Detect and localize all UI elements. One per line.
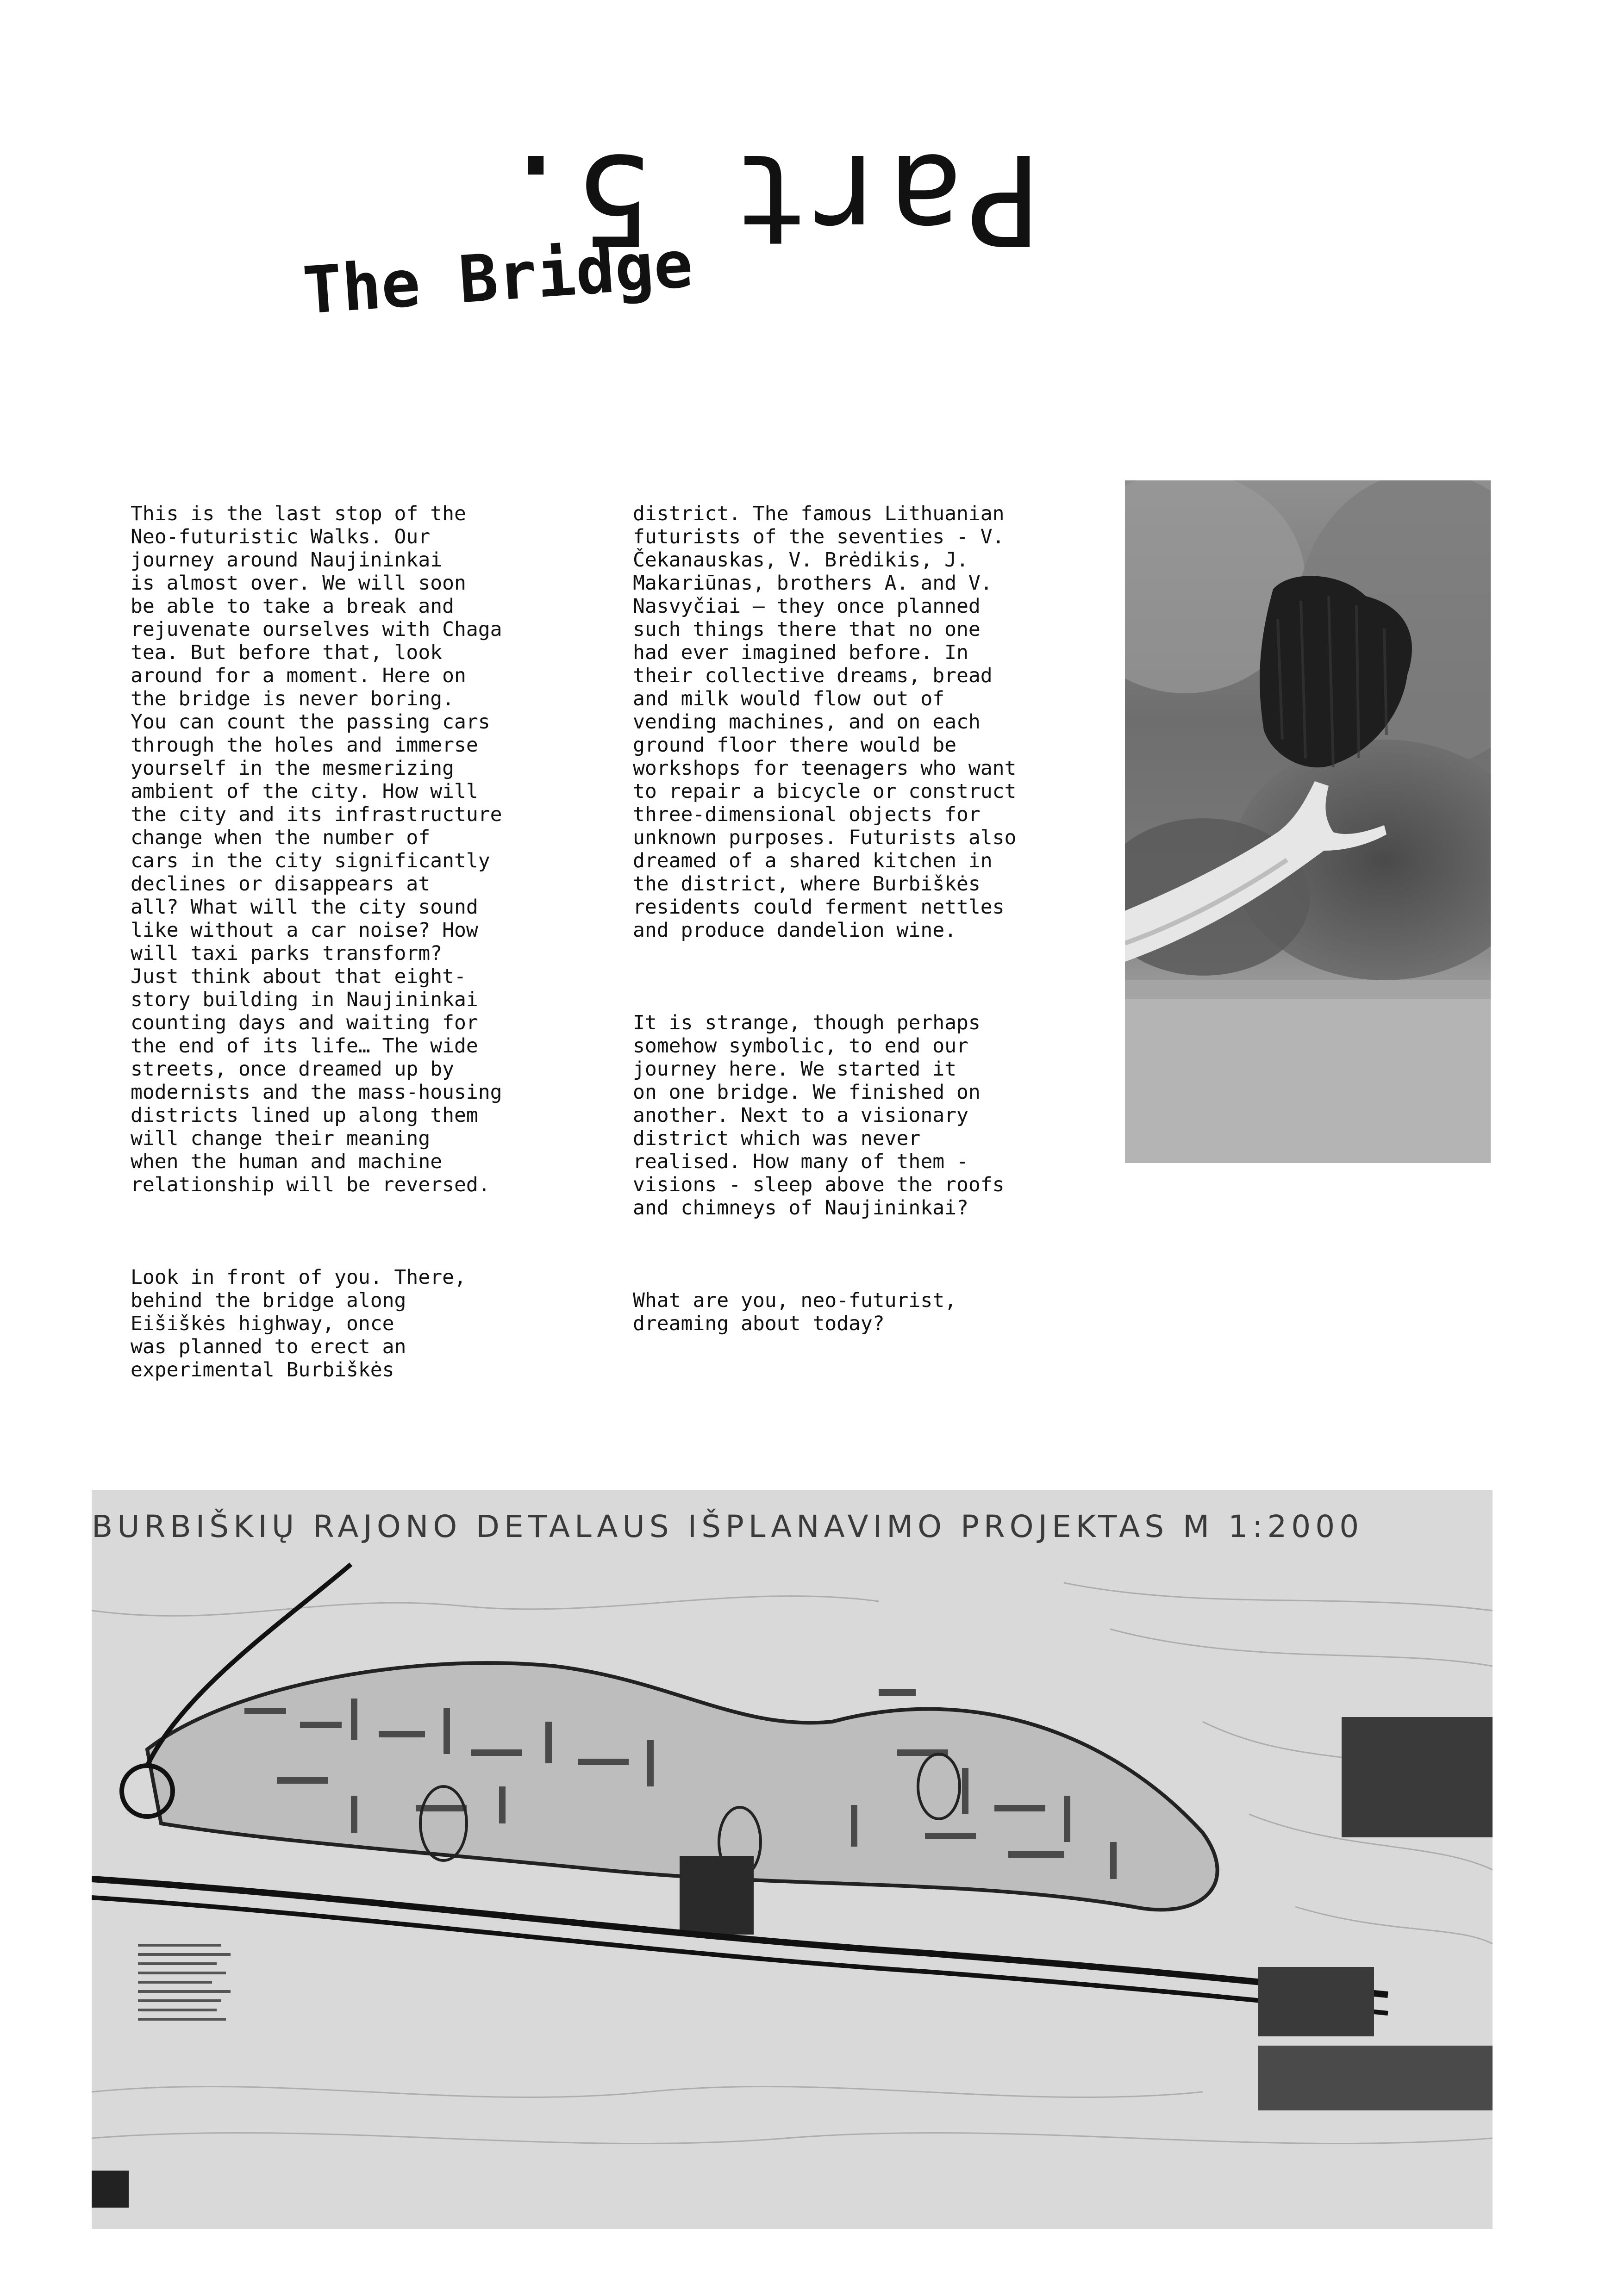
paragraph: It is strange, though perhaps somehow symbolic, to end our journey here. We started it on one bridge. We finished on another. Next to a visionary district which was never realised. How many of them - visions - sleep above the roofs and chimneys of Naujininkai? — [633, 1011, 1005, 1220]
map-drawing — [92, 1490, 1493, 2229]
logo-stamp — [92, 2171, 129, 2208]
district-plan-map — [92, 1490, 1493, 2229]
text-column-left — [131, 479, 529, 1451]
map-title: BURBIŠKIŲ RAJONO DETALAUS IŠPLANAVIMO PROJEKTAS M 1:2000 — [92, 1509, 1364, 1544]
paragraph: This is the last stop of the Neo-futuristic Walks. Our journey around Naujininkai is almost over. We will soon be able to take a break and rejuvenate ourselves with Chaga tea. But before that, look around for a moment. Here on the bridge is never boring. You can count the passing cars through the holes and immerse yourself in the mesmerizing ambient of the city. How will the city and its infrastructure change when the number of cars in the city significantly declines or disappears at all? What will the city sound like without a car noise? How will taxi parks transform? Just think about that eight- story building in Naujininkai counting days and waiting for the end of its life… The wide streets, once dreamed up by modernists and the mass-housing districts lined up along them will change their meaning when the human and machine relationship will be reversed. — [131, 502, 502, 1196]
part-heading: Part 5. — [495, 126, 1042, 272]
paragraph: Look in front of you. There, behind the bridge along Eišiškės highway, once was planned to erect an experimental Burbiškės — [131, 1266, 466, 1381]
page-title: The Bridge — [300, 226, 695, 329]
paragraph: district. The famous Lithuanian futurists of the seventies - V. Čekanauskas, V. Brėdikis, J. Makariūnas, brothers A. and V. Nasvyčiai — they once planned such things there that no one had ever imagined before. In their collective dreams, bread and milk would flow out of vending machines, and on each ground floor there would be workshops for teenagers who want to repair a bicycle or construct three-dimensional objects for unknown purposes. Futurists also dreamed of a shared kitchen in the district, where Burbiškės residents could ferment nettles and produce dandelion wine. — [633, 502, 1017, 942]
photo-image — [1125, 480, 1491, 1163]
photo-arm-throwing — [1125, 480, 1491, 1163]
paragraph: What are you, neo-futurist, dreaming about today? — [633, 1289, 956, 1335]
text-column-right — [633, 479, 1031, 1405]
